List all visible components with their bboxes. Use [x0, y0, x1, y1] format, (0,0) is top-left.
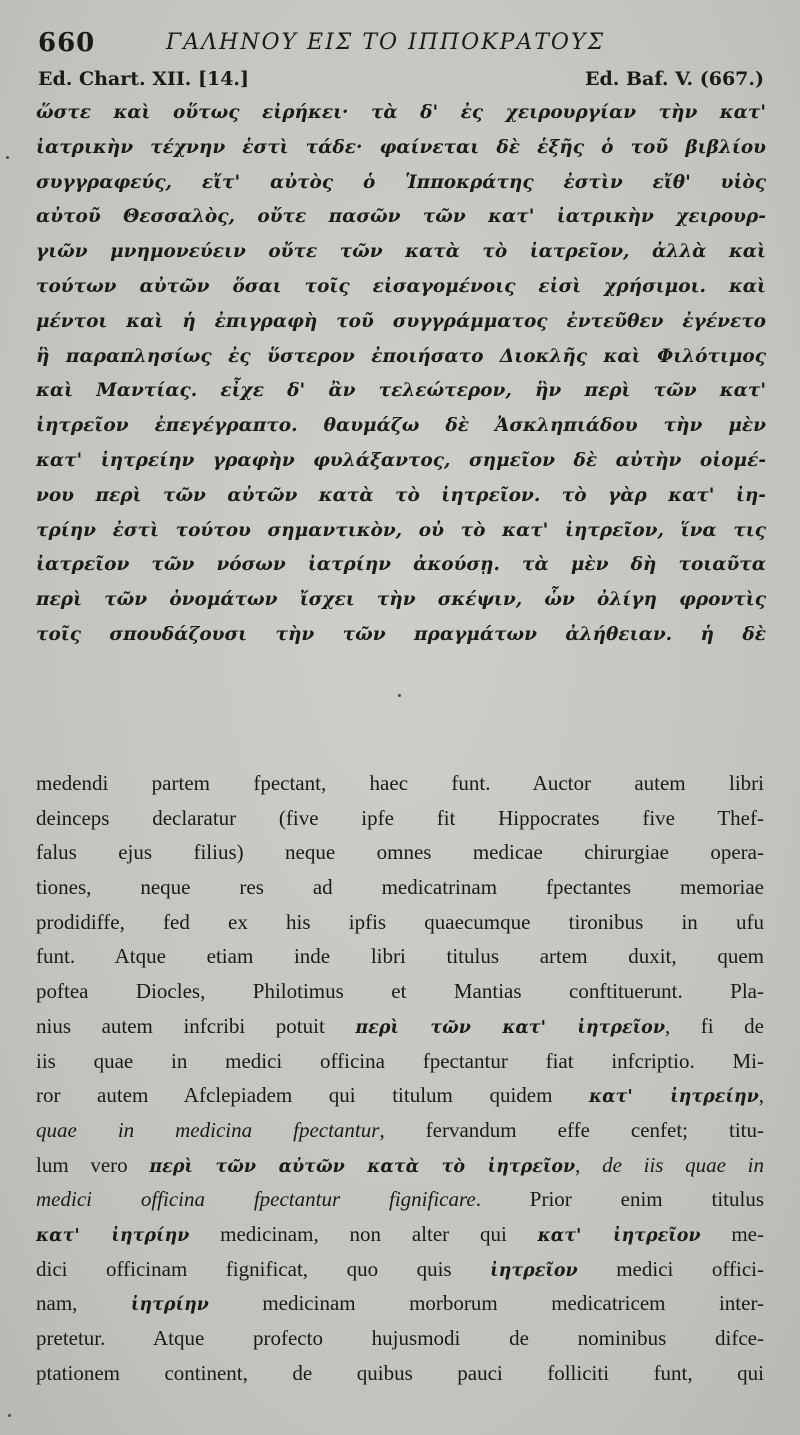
latin-text-segment: ror autem Afclepiadem qui titulum quidem — [36, 1083, 590, 1108]
latin-text-line — [36, 1217, 764, 1252]
latin-text-line — [36, 1078, 764, 1113]
running-title: ΓΑΛΗΝΟΥ ΕΙΣ ΤΟ ΙΠΠΟΚΡΑΤΟΥΣ — [166, 30, 606, 55]
italic-phrase: quae in medicina fpectantur — [36, 1117, 380, 1142]
greek-term: κατ' ἰητρεῖον — [537, 1225, 701, 1246]
paper-speck — [6, 156, 9, 159]
latin-text-segment: nius autem infcribi potuit — [36, 1013, 356, 1038]
greek-term: περὶ τῶν κατ' ἰητρεῖον — [355, 1017, 665, 1038]
latin-text-line — [36, 1182, 764, 1217]
latin-text-line — [36, 1356, 764, 1391]
greek-term: ἰητρεῖον — [490, 1260, 578, 1281]
latin-text-segment: ptationem continent, de quibus pauci folliciti funt, qui — [36, 1360, 764, 1385]
latin-text-segment: medicinam, non alter qui — [189, 1221, 538, 1246]
paper-speck — [8, 1414, 11, 1417]
latin-text-line — [36, 1009, 764, 1044]
latin-text-segment: medicinam morborum medicatricem inter- — [208, 1291, 764, 1316]
latin-text-segment: , fi de — [664, 1013, 764, 1038]
greek-text-line: καὶ Μαντίας. εἶχε δ' ἂν τελεώτερον, ἣν περὶ τῶν κατ' — [36, 380, 766, 402]
latin-text-segment: funt. Atque etiam inde libri titulus artem duxit, quem — [36, 944, 764, 969]
page-header — [38, 28, 766, 62]
greek-text-line: τοῖς σπουδάζουσι τὴν τῶν πραγμάτων ἀλήθειαν. ἡ δὲ — [36, 623, 766, 645]
latin-text-segment: prodidiffe, fed ex his ipfis quaecumque tironibus in ufu — [36, 909, 764, 934]
latin-text-line — [36, 801, 764, 836]
latin-text-line — [36, 766, 764, 801]
latin-text-segment: , fervandum effe cenfet; titu- — [379, 1117, 764, 1142]
page-number: 660 — [38, 28, 96, 58]
greek-text-line: ἰητρεῖον ἐπεγέγραπτο. θαυμάζω δὲ Ἀσκληπιάδου τὴν μὲν — [36, 415, 766, 437]
latin-text-line — [36, 1113, 764, 1148]
greek-text-line: ἰατρεῖον τῶν νόσων ἰατρίην ἀκούσῃ. τὰ μὲν δὴ τοιαῦτα — [36, 554, 766, 576]
greek-term: κατ' ἰητρείην — [589, 1087, 759, 1108]
latin-translation-block — [36, 766, 764, 1390]
latin-text-segment: me- — [700, 1221, 764, 1246]
greek-text-line: συγγραφεύς, εἴτ' αὐτὸς ὁ Ἱπποκράτης ἐστὶν εἴθ' υἱὸς — [36, 171, 766, 193]
greek-text-line: μέντοι καὶ ἡ ἐπιγραφὴ τοῦ συγγράμματος ἐντεῦθεν ἐγένετο — [36, 310, 766, 332]
greek-text-line: κατ' ἰητρείην γραφὴν φυλάξαντος, σημεῖον δὲ αὐτὴν οἰομέ- — [36, 449, 766, 471]
latin-text-segment: medici offici- — [577, 1256, 764, 1281]
latin-text-line — [36, 1286, 764, 1321]
latin-text-line — [36, 1252, 764, 1287]
greek-text-line: ἣ παραπλησίως ἐς ὕστερον ἐποιήσατο Διοκλῆς καὶ Φιλότιμος — [36, 345, 766, 367]
italic-phrase: medici officina fpectantur fignificare — [36, 1187, 476, 1212]
latin-text-segment: medendi partem fpectant, haec funt. Auctor autem libri — [36, 771, 764, 795]
paper-speck — [398, 694, 401, 697]
latin-text-line — [36, 974, 764, 1009]
latin-text-segment: , — [758, 1083, 764, 1108]
latin-text-line — [36, 1321, 764, 1356]
latin-text-segment: dici officinam fignificat, quo quis — [36, 1256, 491, 1281]
edition-reference-chartier: Ed. Chart. XII. [14.] — [38, 68, 250, 90]
greek-text-line: νου περὶ τῶν αὐτῶν κατὰ τὸ ἰητρεῖον. τὸ γὰρ κατ' ἰη- — [36, 484, 766, 506]
edition-reference-line — [38, 68, 764, 92]
greek-text-line: τούτων αὐτῶν ὅσαι τοῖς εἰσαγομένοις εἰσὶ χρήσιμοι. καὶ — [36, 275, 766, 297]
greek-term: κατ' ἰητρίην — [36, 1225, 190, 1246]
latin-text-segment: iis quae in medici officina fpectantur fiat infcriptio. Mi- — [36, 1048, 764, 1073]
latin-text-segment: . Prior enim titulus — [475, 1187, 764, 1212]
latin-text-line — [36, 939, 764, 974]
latin-text-line — [36, 835, 764, 870]
latin-text-segment: poftea Diocles, Philotimus et Mantias conftituerunt. Pla- — [36, 979, 764, 1004]
latin-text-segment: , — [575, 1152, 603, 1177]
latin-text-segment: pretetur. Atque profecto hujusmodi de nominibus difce- — [36, 1326, 764, 1350]
latin-text-line — [36, 870, 764, 905]
greek-text-block — [36, 96, 766, 653]
latin-text-line — [36, 1148, 764, 1183]
latin-text-segment: deinceps declaratur (five ipfe fit Hippocrates five Thef- — [36, 805, 764, 830]
greek-text-line: περὶ τῶν ὀνομάτων ἴσχει τὴν σκέψιν, ὧν ὀλίγη φροντὶς — [36, 589, 766, 611]
greek-term: περὶ τῶν αὐτῶν κατὰ τὸ ἰητρεῖον — [149, 1156, 576, 1177]
greek-text-line: ὥστε καὶ οὕτως εἰρήκει· τὰ δ' ἐς χειρουργίαν τὴν κατ' — [36, 102, 766, 123]
edition-reference-basel: Ed. Baf. V. (667.) — [585, 68, 764, 90]
latin-text-segment: lum vero — [36, 1152, 150, 1177]
latin-text-segment: tiones, neque res ad medicatrinam fpectantes memoriae — [36, 875, 764, 900]
greek-text-line: γιῶν μνημονεύειν οὔτε τῶν κατὰ τὸ ἰατρεῖον, ἀλλὰ καὶ — [36, 241, 766, 263]
latin-text-segment: falus ejus filius) neque omnes medicae chirurgiae opera- — [36, 840, 764, 865]
greek-text-line: ἰατρικὴν τέχνην ἐστὶ τάδε· φαίνεται δὲ ἑξῆς ὁ τοῦ βιβλίου — [36, 136, 766, 158]
latin-text-segment: nam, — [36, 1291, 131, 1316]
greek-text-line: αὐτοῦ Θεσσαλὸς, οὔτε πασῶν τῶν κατ' ἰατρικὴν χειρουρ- — [36, 206, 766, 228]
latin-text-line — [36, 1044, 764, 1079]
greek-term: ἰητρίην — [130, 1295, 209, 1316]
greek-text-line: τρίην ἐστὶ τούτου σημαντικὸν, οὐ τὸ κατ' ἰητρεῖον, ἵνα τις — [36, 519, 766, 541]
italic-phrase: de iis quae in — [602, 1152, 764, 1177]
latin-text-line — [36, 905, 764, 940]
